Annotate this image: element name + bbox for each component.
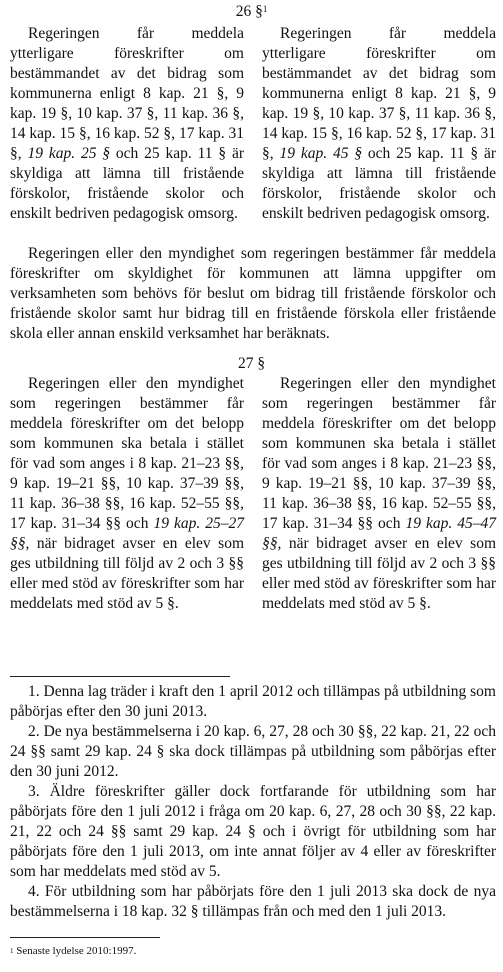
transitional-item: 4. För utbildning som har påbörjats före den 1 juli 2013 ska dock de nya bestämmelserna i 18 kap. 32 § tillämpas från och med den 1 juli 2013. [10, 883, 496, 920]
section-27-heading: 27 § [237, 355, 266, 372]
footnote-reference: 1 [262, 4, 268, 14]
section-27-current-text [10, 374, 244, 614]
transitional-item: 3. Äldre föreskrifter gäller dock fortfarande för utbildning som har påbörjats före den 1 juli 2012 i fråga om 20 kap. 6, 27, 28 och 30 §§, 22 kap. 21, 22 och 24 §§ samt 29 kap. 24 § och i övrigt för utbildning som har påbörjats före den 1 juli 2013, om inte annat följer av 4 eller av föreskrifter som har meddelats med stöd av 5. [10, 783, 496, 880]
footnote-text: Senaste lydelse 2010:1997. [16, 945, 137, 957]
footnote [10, 944, 136, 958]
section-26-label: 26 § [235, 3, 263, 20]
transitional-divider [10, 676, 230, 677]
section-26-heading [0, 2, 503, 22]
text-segment: , när bidraget avser en elev som ges utbildning till följd av 2 och 3 §§ eller med stöd av föreskrifter som har meddelats med stöd av 5 §. [10, 535, 244, 612]
text-segment: , när bidraget avser en elev som ges utbildning till följd av 2 och 3 §§ eller med stöd av föreskrifter som har meddelats med stöd av 5 §. [262, 535, 496, 612]
text-segment: Regeringen eller den myndighet som regeringen bestämmer får meddela föreskrifter om det belopp som kommunen ska betala i stället för vad som anges i 8 kap. 21–23 §§, 9 kap. 19–21 §§, 10 kap. 37–39 §§, 11 kap. 36–38 §§, 16 kap. 52–55 §§, 17 kap. 31–34 §§ och [10, 375, 244, 532]
changed-reference: 19 kap. 25 § [27, 145, 111, 162]
changed-reference: 19 kap. 45–47 §§ [262, 515, 496, 552]
section-27-proposed-text [262, 374, 496, 614]
section-26-common-paragraph: Regeringen eller den myndighet som regeringen bestämmer får meddela föreskrifter om skyldighet för kommunen att lämna uppgifter om verksamheten som behövs för beslut om bidrag till fristående förskolor och fristående skolor samt hur bidrag till en fristående förskola eller fristående skola eller annan enskild verksamhet har beräknats. [10, 245, 496, 342]
text-segment: Regeringen får meddela ytterligare föreskrifter om bestämmandet av det bidrag som kommunerna enligt 8 kap. 21 §, 9 kap. 19 §, 10 kap. 37 §, 11 kap. 36 §, 14 kap. 15 §, 16 kap. 52 §, 17 kap. 31 §, [10, 25, 244, 162]
transitional-provisions [10, 682, 496, 922]
section-26-proposed-text [262, 24, 496, 224]
text-segment: Regeringen eller den myndighet som regeringen bestämmer får meddela föreskrifter om det belopp som kommunen ska betala i stället för vad som anges i 8 kap. 21–23 §§, 9 kap. 19–21 §§, 10 kap. 37–39 §§, 11 kap. 36–38 §§, 16 kap. 52–55 §§, 17 kap. 31–34 §§ och [262, 375, 496, 532]
text-segment: och 25 kap. 11 § är skyldiga att lämna till fristående förskolor, fristående skolor och enskilt bedriven pedagogisk omsorg. [262, 145, 496, 222]
transitional-item: 2. De nya bestämmelserna i 20 kap. 6, 27, 28 och 30 §§, 22 kap. 21, 22 och 24 §§ samt 29 kap. 24 § ska dock tillämpas på utbildning som påbörjas efter den 30 juni 2012. [10, 723, 496, 780]
transitional-item: 1. Denna lag träder i kraft den 1 april 2012 och tillämpas på utbildning som påbörjas efter den 30 juni 2013. [10, 683, 496, 720]
text-segment: och 25 kap. 11 § är skyldiga att lämna till fristående förskolor, fristående skolor och enskilt bedriven pedagogisk omsorg. [10, 145, 244, 222]
changed-reference: 19 kap. 25–27 §§ [10, 515, 244, 552]
text-segment: Regeringen får meddela ytterligare föreskrifter om bestämmandet av det bidrag som kommunerna enligt 8 kap. 21 §, 9 kap. 19 §, 10 kap. 37 §, 11 kap. 36 §, 14 kap. 15 §, 16 kap. 52 §, 17 kap. 31 §, [262, 25, 496, 162]
footnote-mark: 1 [10, 947, 14, 955]
section-26-current-text [10, 24, 244, 224]
changed-reference: 19 kap. 45 § [279, 145, 363, 162]
footnote-rule [10, 937, 160, 938]
